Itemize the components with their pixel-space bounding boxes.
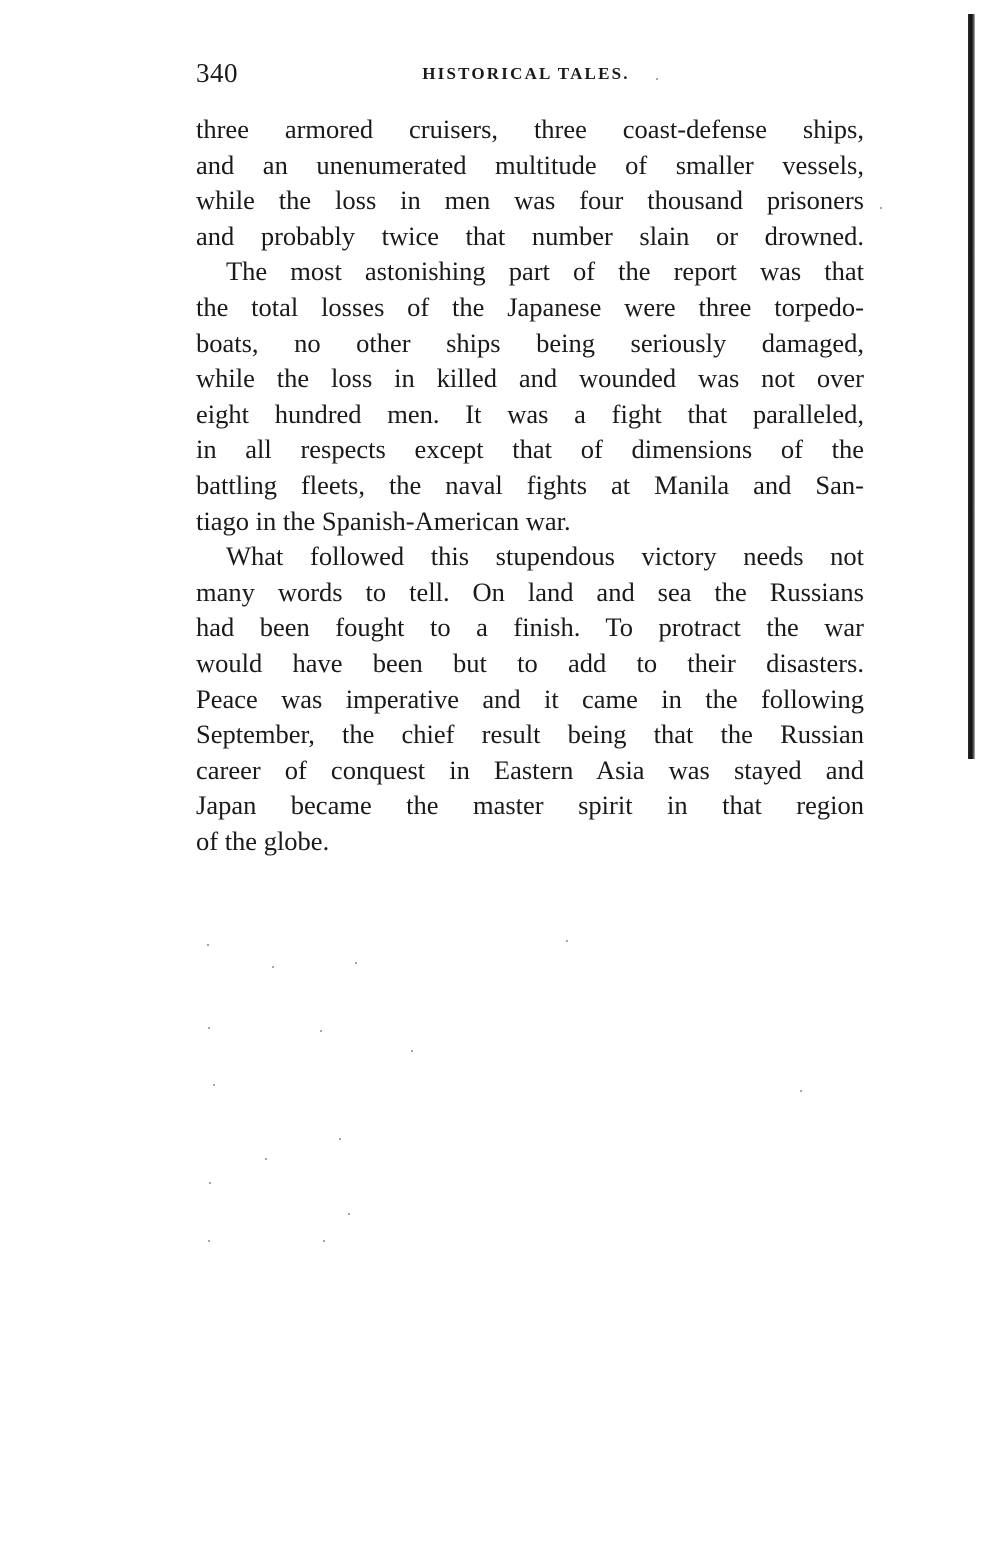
speck bbox=[320, 1030, 322, 1032]
speck bbox=[209, 1182, 211, 1184]
speck bbox=[272, 966, 274, 968]
text-line: Japan became the master spirit in that region bbox=[196, 790, 864, 821]
text-line: would have been but to add to their disasters. bbox=[196, 647, 864, 678]
text-line: eight hundred men. It was a fight that paralleled, bbox=[196, 398, 864, 429]
text-line: The most astonishing part of the report was that bbox=[226, 256, 864, 287]
page-binding-edge-shadow bbox=[974, 14, 975, 759]
text-line: the total losses of the Japanese were three torpedo- bbox=[196, 291, 864, 322]
speck bbox=[355, 962, 357, 964]
text-line: boats, no other ships being seriously damaged, bbox=[196, 327, 864, 358]
page-number: 340 bbox=[196, 58, 238, 88]
text-line: and probably twice that number slain or drowned. bbox=[196, 220, 864, 251]
speck bbox=[339, 1138, 341, 1140]
speck bbox=[880, 207, 882, 209]
text-line: battling fleets, the naval fights at Manila and San- bbox=[196, 469, 864, 500]
text-line: September, the chief result being that the Russian bbox=[196, 719, 864, 750]
text-line: What followed this stupendous victory needs not bbox=[226, 541, 864, 572]
text-line: career of conquest in Eastern Asia was stayed and bbox=[196, 754, 864, 785]
text-line: had been fought to a finish. To protract the war bbox=[196, 612, 864, 643]
paragraph-3 bbox=[196, 539, 864, 859]
text-line: and an unenumerated multitude of smaller vessels, bbox=[196, 149, 864, 180]
speck bbox=[207, 944, 209, 946]
speck bbox=[265, 1158, 267, 1160]
text-line: tiago in the Spanish-American war. bbox=[196, 505, 571, 536]
speck bbox=[656, 78, 658, 80]
text-line: in all respects except that of dimensions of the bbox=[196, 434, 864, 465]
speck bbox=[800, 1090, 802, 1092]
speck bbox=[213, 1084, 215, 1086]
running-head: HISTORICAL TALES. bbox=[422, 64, 630, 83]
text-line: while the loss in men was four thousand prisoners bbox=[196, 185, 864, 216]
speck bbox=[566, 940, 568, 942]
speck bbox=[323, 1240, 325, 1242]
paragraph-1 bbox=[196, 112, 864, 254]
page-header bbox=[196, 58, 868, 92]
text-line: while the loss in killed and wounded was not over bbox=[196, 363, 864, 394]
speck bbox=[208, 1027, 210, 1029]
paragraph-2 bbox=[196, 254, 864, 539]
text-line: three armored cruisers, three coast-defense ships, bbox=[196, 114, 864, 144]
body-text bbox=[196, 112, 864, 859]
speck bbox=[411, 1050, 413, 1052]
text-line: of the globe. bbox=[196, 825, 330, 856]
speck bbox=[348, 1213, 350, 1215]
text-line: Peace was imperative and it came in the following bbox=[196, 683, 864, 714]
speck bbox=[208, 1240, 210, 1242]
text-line: many words to tell. On land and sea the Russians bbox=[196, 576, 864, 607]
